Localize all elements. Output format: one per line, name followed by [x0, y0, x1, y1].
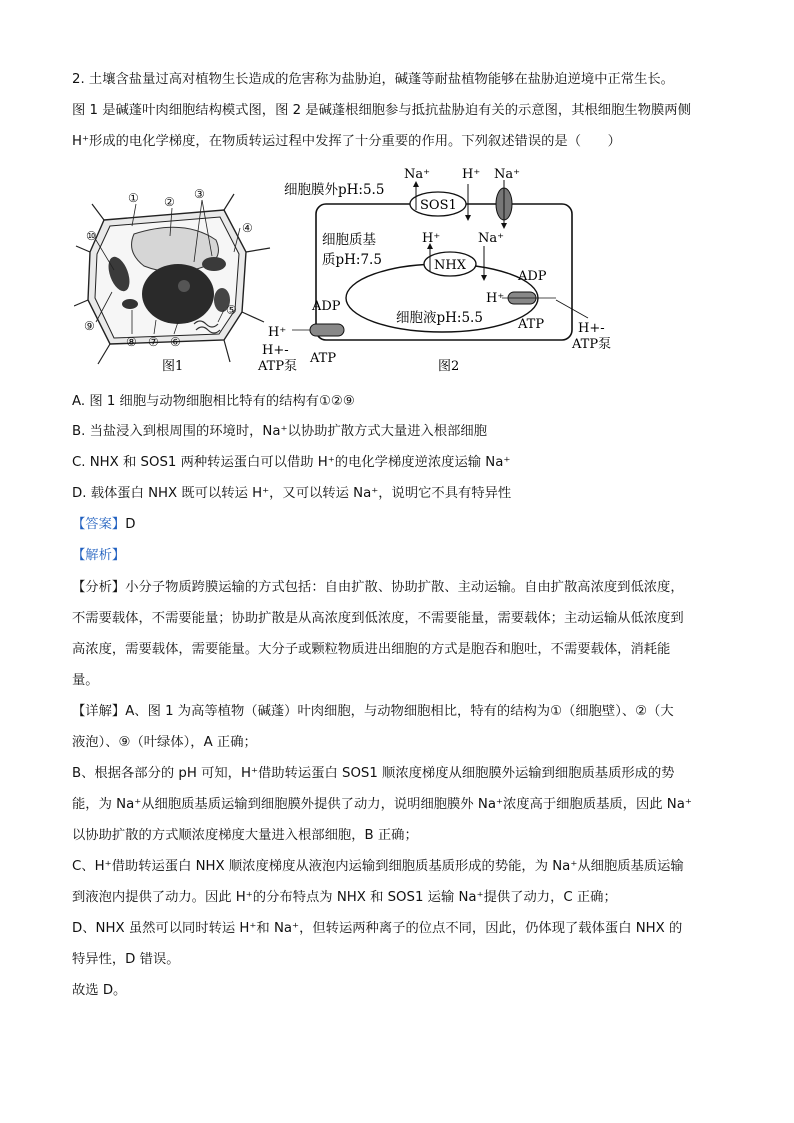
detail-line-1	[72, 703, 674, 721]
cytoplasm-ph-label-2: 质pH:7.5	[322, 252, 382, 268]
detail-line-3: B、根据各部分的 pH 可知，H⁺借助转运蛋白 SOS1 顺浓度梯度从细胞膜外运输到细胞质基质形成的势	[72, 766, 675, 781]
analysis-sub-tag: 【分析】	[72, 580, 126, 595]
fig1-label-1: ①	[128, 191, 139, 205]
answer-tag: 【答案】	[72, 517, 126, 532]
analysis-line-3: 高浓度，需要载体，需要能量。大分子或颗粒物质进出细胞的方式是胞吞和胞吐，不需要载体，消耗能	[72, 642, 671, 657]
analysis-text-1: 小分子物质跨膜运输的方式包括：自由扩散、协助扩散、主动运输。自由扩散高浓度到低浓度，	[125, 580, 684, 595]
detail-text-1: A、图 1 为高等植物（碱蓬）叶肉细胞，与动物细胞相比，特有的结构为①（细胞壁）、②（大	[125, 704, 674, 719]
cytoplasm-ph-label-1: 细胞质基	[322, 232, 376, 248]
detail-line-7: 到液泡内提供了动力。因此 H⁺的分布特点为 NHX 和 SOS1 运输 Na⁺提供了动力，C 正确；	[72, 890, 617, 905]
fig1-label-10: ⑩	[86, 229, 97, 243]
figure-2-caption: 图2	[438, 359, 460, 374]
analysis-line-4: 量。	[72, 673, 99, 688]
detail-tag: 【详解】	[72, 704, 126, 719]
channel-na-label: Na⁺	[494, 167, 520, 182]
nhx-label: NHX	[434, 258, 466, 273]
nhx-h-label: H⁺	[422, 231, 441, 246]
figure-1-caption: 图1	[162, 359, 184, 372]
figure-2	[256, 160, 636, 378]
fig1-label-2: ②	[164, 195, 175, 209]
detail-line-8: D、NHX 虽然可以同时转运 H⁺和 Na⁺，但转运两种离子的位点不同，因此，仍体现了载体蛋白 NHX 的	[72, 921, 683, 936]
detail-line-9: 特异性，D 错误。	[72, 952, 180, 967]
option-a: A. 图 1 细胞与动物细胞相比特有的结构有①②⑨	[72, 394, 355, 409]
vac-pump-label-2: ATP泵	[572, 337, 612, 352]
figure-1-drawing	[74, 182, 274, 372]
figure-2-drawing	[256, 160, 636, 378]
detail-line-5: 以协助扩散的方式顺浓度梯度大量进入根部细胞，B 正确；	[72, 828, 418, 843]
fig1-label-5: ⑤	[226, 303, 237, 317]
mem-pump-adp: ADP	[312, 299, 341, 314]
fig1-label-8: ⑧	[126, 335, 137, 349]
vac-pump-h: H⁺	[486, 291, 505, 306]
vac-pump-adp: ADP	[518, 269, 547, 284]
sos1-label: SOS1	[420, 198, 457, 213]
mem-pump-atp: ATP	[310, 351, 337, 366]
figure-1	[74, 182, 274, 372]
detail-line-6: C、H⁺借助转运蛋白 NHX 顺浓度梯度从液泡内运输到细胞质基质形成的势能，为 Na⁺从细胞质基质运输	[72, 859, 684, 874]
fig1-label-9: ⑨	[84, 319, 95, 333]
question-line-3: H⁺形成的电化学梯度，在物质转运过程中发挥了十分重要的作用。下列叙述错误的是（ ）	[72, 134, 621, 149]
vac-pump-atp: ATP	[518, 317, 545, 332]
mem-pump-label-1: H+-	[262, 343, 289, 358]
vac-pump-label-1: H+-	[578, 321, 605, 336]
sos1-h-label: H⁺	[462, 167, 481, 182]
detail-line-2: 液泡）、⑨（叶绿体），A 正确；	[72, 735, 257, 750]
sos1-na-label: Na⁺	[404, 167, 430, 182]
mem-pump-h: H⁺	[268, 325, 287, 340]
analysis-line-1	[72, 579, 684, 597]
analysis-tag: 【解析】	[72, 548, 126, 563]
fig1-label-7: ⑦	[148, 335, 159, 349]
mem-pump-label-2: ATP泵	[258, 359, 298, 374]
vacuole-ph-label: 细胞液pH:5.5	[396, 310, 483, 326]
answer-value: D	[125, 517, 136, 532]
fig1-label-4: ④	[242, 221, 253, 235]
outside-ph-label: 细胞膜外pH:5.5	[284, 182, 385, 198]
detail-line-10: 故选 D。	[72, 983, 127, 998]
option-d: D. 载体蛋白 NHX 既可以转运 H⁺，又可以转运 Na⁺，说明它不具有特异性	[72, 486, 512, 501]
option-b: B. 当盐浸入到根周围的环境时，Na⁺以协助扩散方式大量进入根部细胞	[72, 424, 488, 439]
question-line-2: 图 1 是碱蓬叶肉细胞结构模式图，图 2 是碱蓬根细胞参与抵抗盐胁迫有关的示意图，其根细胞生物膜两侧	[72, 103, 691, 118]
detail-line-4: 能，为 Na⁺从细胞质基质运输到细胞膜外提供了动力，说明细胞膜外 Na⁺浓度高于细胞质基质，因此 Na⁺	[72, 797, 692, 812]
question-line-1: 2. 土壤含盐量过高对植物生长造成的危害称为盐胁迫，碱蓬等耐盐植物能够在盐胁迫逆境中正常生长。	[72, 72, 674, 87]
analysis-line-2: 不需要载体，不需要能量；协助扩散是从高浓度到低浓度，不需要能量，需要载体；主动运输从低浓度到	[72, 611, 684, 626]
option-c: C. NHX 和 SOS1 两种转运蛋白可以借助 H⁺的电化学梯度逆浓度运输 Na⁺	[72, 455, 511, 470]
nhx-na-label: Na⁺	[478, 231, 504, 246]
fig1-label-6: ⑥	[170, 335, 181, 349]
fig1-label-3: ③	[194, 187, 205, 201]
answer-line	[72, 516, 135, 534]
